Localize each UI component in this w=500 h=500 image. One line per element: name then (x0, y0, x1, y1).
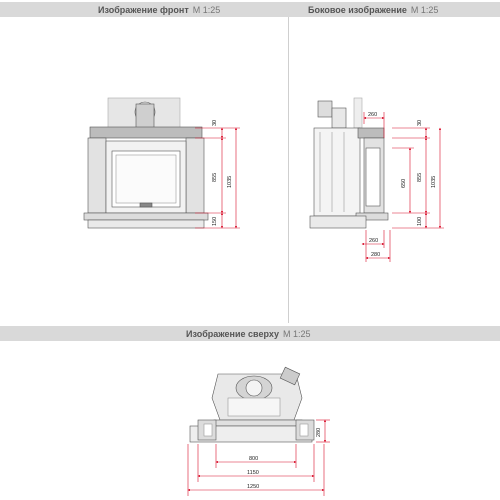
flue-pipe (136, 104, 154, 130)
side-dim-mid: 855 (417, 172, 423, 182)
front-view-title: Изображение фронт (98, 5, 189, 15)
side-dim-base-depth: 280 (371, 252, 381, 258)
firebox-glass (116, 155, 176, 203)
top-mantel-strip (214, 420, 302, 426)
side-flue-box (318, 101, 332, 117)
top-dim-overall: 1250 (247, 484, 260, 490)
plinth (88, 220, 204, 228)
side-backplate (354, 98, 362, 128)
side-dim-total: 1035 (431, 175, 437, 188)
top-view-scale: M 1:25 (282, 329, 311, 339)
side-dim-base-width: 260 (369, 238, 379, 244)
front-view-scale: M 1:25 (192, 5, 221, 15)
side-dim-bottom: 100 (417, 216, 423, 226)
top-dim-inner: 800 (249, 456, 259, 462)
side-dim-inner-height: 650 (401, 178, 407, 188)
front-dim-total: 1035 (227, 175, 233, 188)
top-flue-opening (246, 380, 262, 396)
side-mantel (358, 128, 384, 138)
side-flue-pipe (332, 108, 346, 128)
side-view-title: Боковое изображение (308, 5, 407, 15)
side-pillar-inset (366, 148, 380, 206)
top-dim-depth: 280 (316, 427, 322, 437)
front-dim-top: 30 (212, 119, 218, 126)
mantel-top (90, 127, 202, 138)
side-body (314, 128, 360, 216)
door-handle (140, 203, 152, 207)
side-view-scale: M 1:25 (410, 5, 439, 15)
top-firebox-inner (228, 398, 280, 416)
top-view-title: Изображение сверху (186, 329, 279, 339)
front-view-drawing (84, 98, 208, 228)
right-pillar (186, 138, 204, 213)
left-pillar (88, 138, 106, 213)
top-dim-mid: 1150 (247, 470, 259, 476)
top-view-drawing (190, 367, 314, 442)
side-dim-top-width: 260 (368, 112, 378, 118)
side-base (310, 216, 366, 228)
side-dim-top-depth: 30 (417, 119, 423, 126)
front-dim-bottom: 150 (212, 216, 218, 226)
front-dim-mid: 855 (212, 172, 218, 182)
hearth-slab (84, 213, 208, 220)
